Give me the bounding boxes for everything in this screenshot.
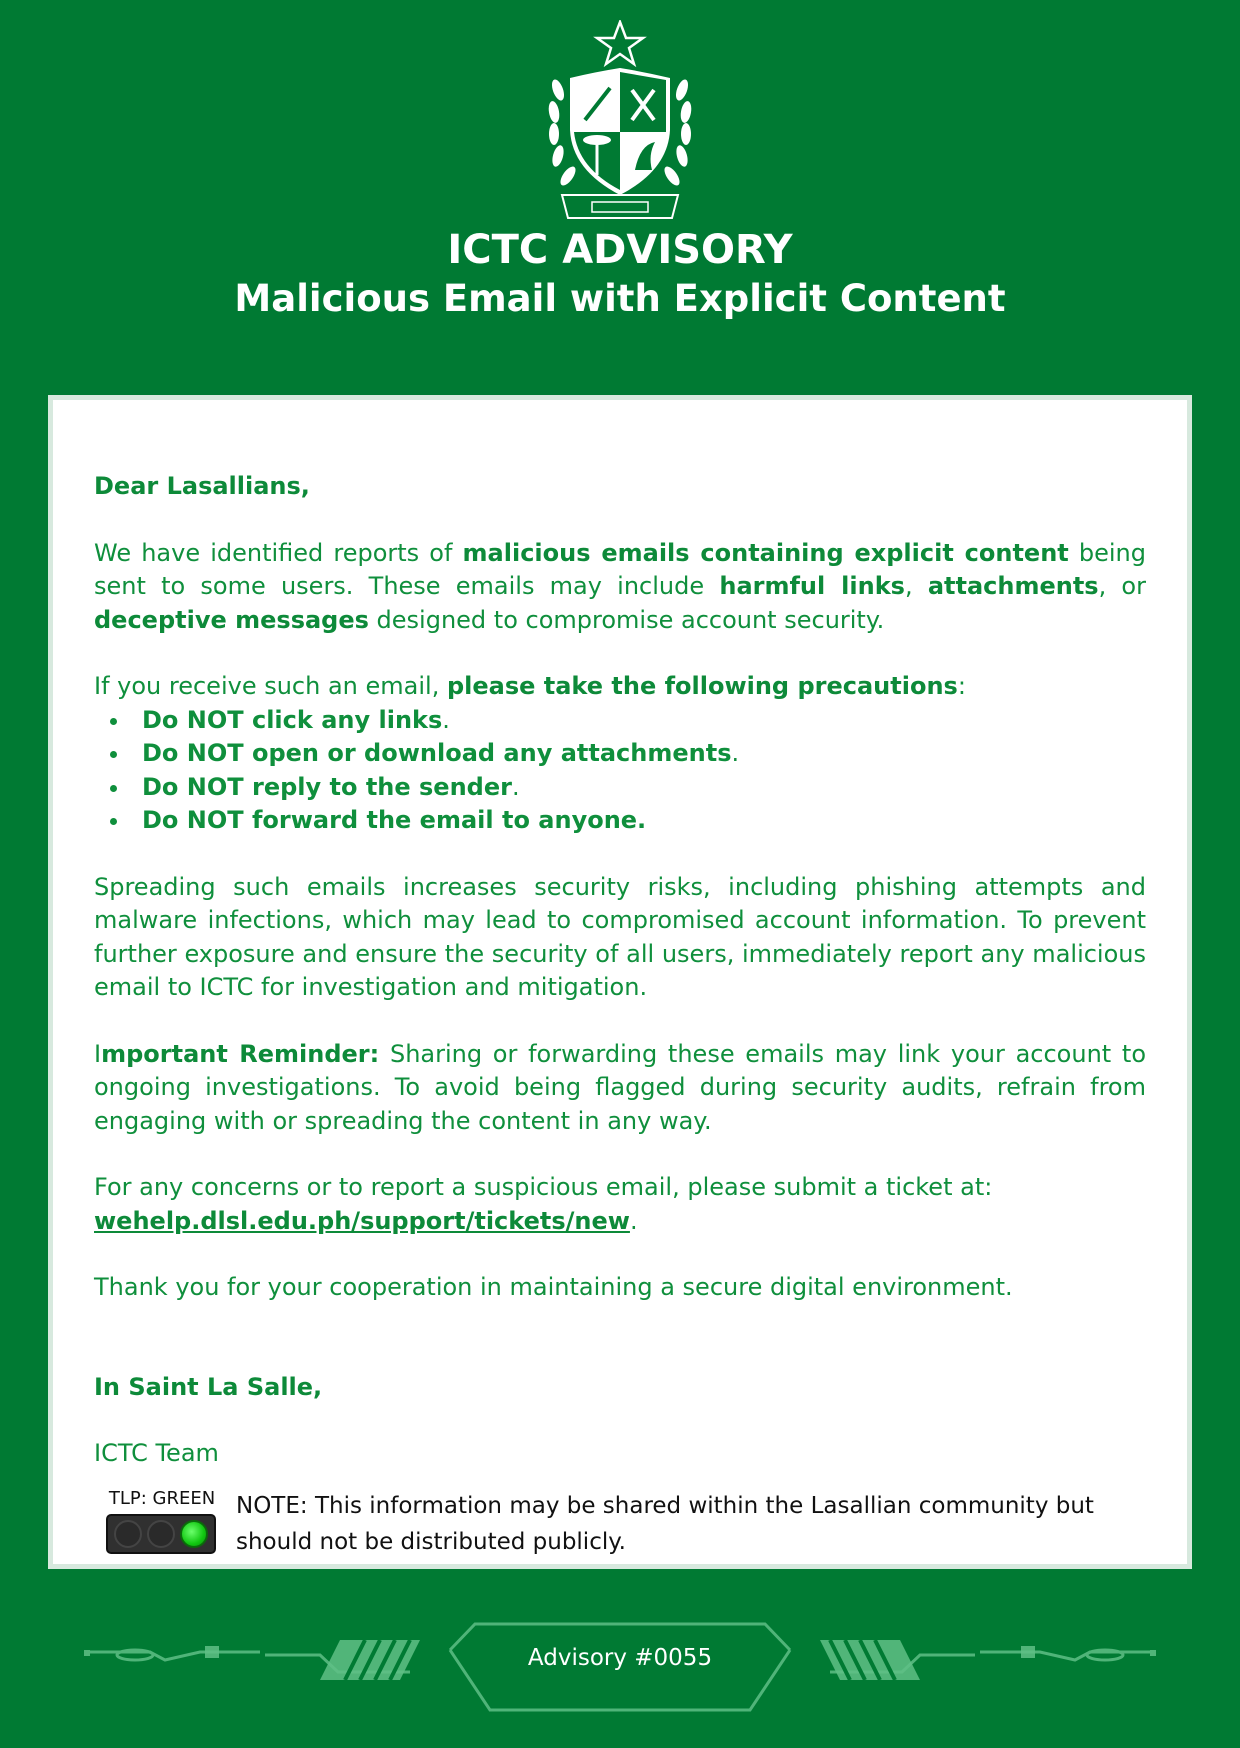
- precautions-list: [94, 704, 1146, 838]
- tlp-label: TLP: GREEN: [108, 1488, 216, 1509]
- closing: In Saint La Salle,: [94, 1372, 323, 1401]
- list-item: Do NOT forward the email to anyone.: [142, 804, 1146, 838]
- lamp-off-icon: [114, 1520, 142, 1548]
- signature: ICTC Team: [94, 1439, 219, 1467]
- tlp-note: NOTE: This information may be shared within the Lasallian community but should not be distributed publicly.: [236, 1493, 1094, 1555]
- list-item: Do NOT open or download any attachments.: [142, 737, 1146, 771]
- traffic-light-icon: [106, 1514, 216, 1554]
- list-item: Do NOT reply to the sender.: [142, 771, 1146, 805]
- paragraph-precautions-intro: If you receive such an email, please take the following precautions:: [94, 672, 966, 700]
- lamp-off-icon: [147, 1520, 175, 1548]
- school-crest-icon: [540, 20, 700, 225]
- paragraph-reminder: Important Reminder: Sharing or forwarding these emails may link your account to ongoing investigations. To avoid being flagged during security audits, refrain from engaging with or spreading the content in any way.: [94, 1039, 1146, 1135]
- paragraph-intro: We have identified reports of malicious emails containing explicit content being sent to some users. These emails may include harmful links, attachments, or deceptive messages designed to compromise account security.: [94, 538, 1146, 634]
- advisory-number: Advisory #0055: [527, 1645, 713, 1671]
- advisory-body: [94, 470, 1146, 1471]
- advisory-title: ICTC ADVISORY: [447, 227, 793, 273]
- tlp-indicator: [106, 1488, 218, 1554]
- paragraph-risks: Spreading such emails increases security risks, including phishing attempts and malware infections, which may lead to compromised account information. To prevent further exposure and ensure the security of all users, immediately report any malicious email to ICTC for investigation and mitigation.: [94, 872, 1146, 1001]
- list-item: Do NOT click any links.: [142, 704, 1146, 738]
- paragraph-support: For any concerns or to report a suspicious email, please submit a ticket at: wehelp.dlsl.edu.ph/support/tickets/new.: [94, 1173, 993, 1235]
- greeting: Dear Lasallians,: [94, 472, 310, 500]
- paragraph-thanks: Thank you for your cooperation in maintaining a secure digital environment.: [94, 1273, 1013, 1301]
- lamp-green-icon: [180, 1520, 208, 1548]
- advisory-subtitle: Malicious Email with Explicit Content: [234, 277, 1006, 320]
- support-ticket-link[interactable]: wehelp.dlsl.edu.ph/support/tickets/new: [94, 1206, 630, 1235]
